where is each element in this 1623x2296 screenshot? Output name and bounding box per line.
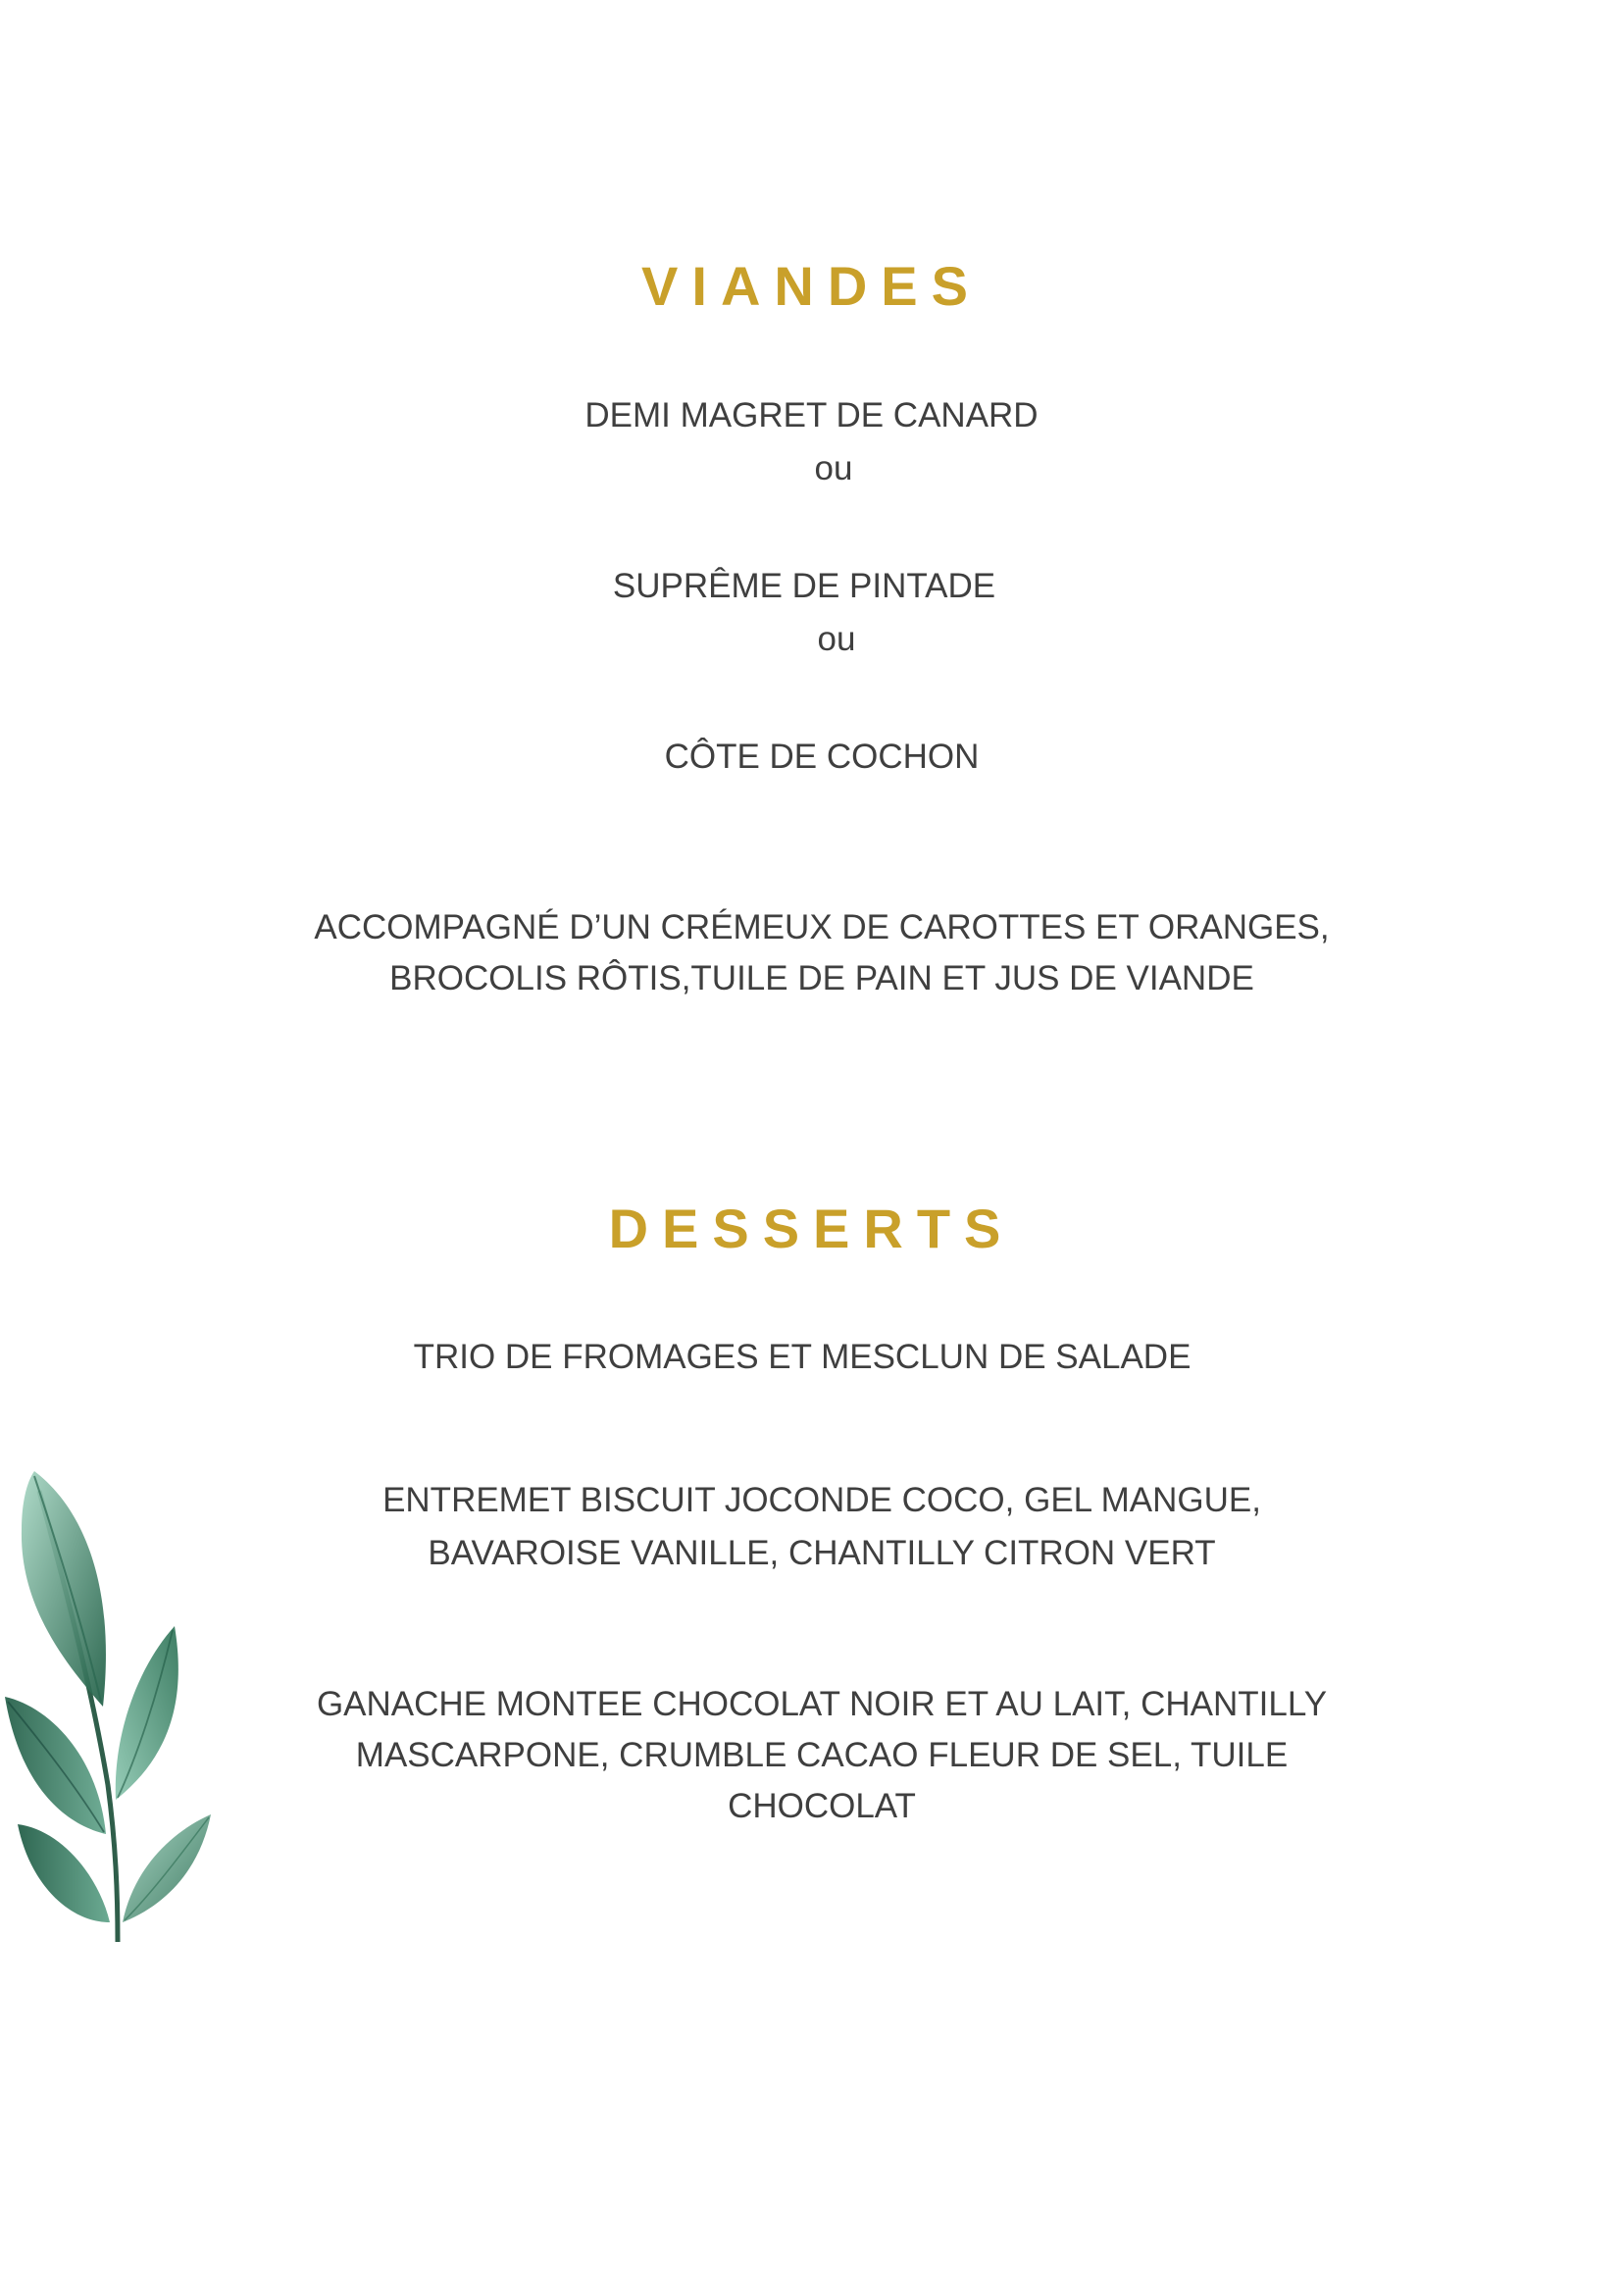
viandes-or-separator: ou — [817, 620, 856, 658]
desserts-item-fromages: TRIO DE FROMAGES ET MESCLUN DE SALADE — [413, 1338, 1192, 1376]
desserts-item-ganache: MASCARPONE, CRUMBLE CACAO FLEUR DE SEL, TUILE — [355, 1736, 1289, 1774]
desserts-item-entremet: ENTREMET BISCUIT JOCONDE COCO, GEL MANGUE, — [382, 1481, 1261, 1519]
desserts-item-ganache: CHOCOLAT — [728, 1787, 916, 1825]
viandes-accompaniment: BROCOLIS RÔTIS,TUILE DE PAIN ET JUS DE VIANDE — [389, 959, 1254, 997]
viandes-item-magret: DEMI MAGRET DE CANARD — [584, 396, 1039, 434]
desserts-item-entremet: BAVAROISE VANILLE, CHANTILLY CITRON VERT — [428, 1534, 1216, 1572]
viandes-item-pintade: SUPRÊME DE PINTADE — [612, 567, 996, 605]
eucalyptus-leaf-icon — [0, 1461, 221, 1942]
viandes-or-separator: ou — [814, 449, 853, 487]
desserts-heading: DESSERTS — [608, 1198, 1015, 1259]
viandes-item-cochon: CÔTE DE COCHON — [664, 738, 980, 776]
viandes-accompaniment: ACCOMPAGNÉ D’UN CRÉMEUX DE CAROTTES ET ORANGES, — [314, 908, 1330, 946]
viandes-heading: VIANDES — [641, 255, 982, 317]
desserts-item-ganache: GANACHE MONTEE CHOCOLAT NOIR ET AU LAIT, CHANTILLY — [316, 1685, 1328, 1723]
